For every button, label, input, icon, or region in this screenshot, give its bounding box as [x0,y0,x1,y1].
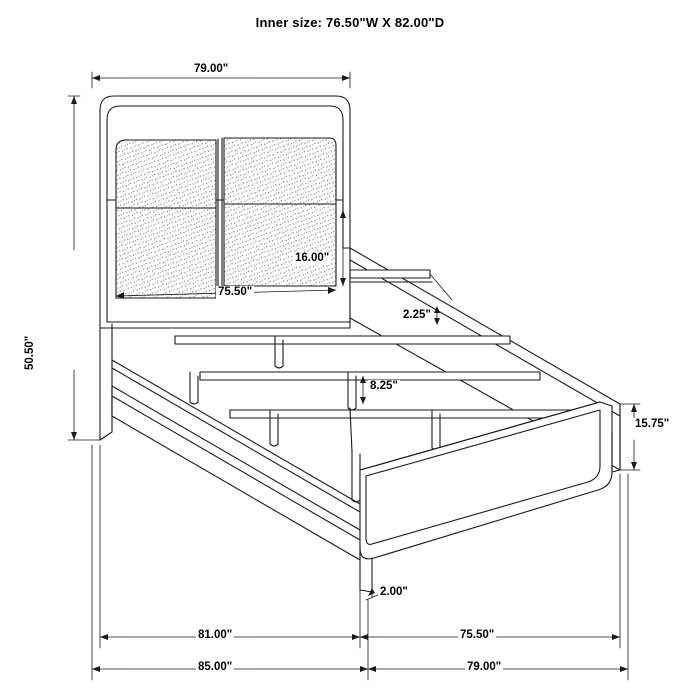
dim-label-headboard-panel-width: 75.50" [218,286,253,298]
headboard-left-foot [100,432,112,440]
dim-label-slat-height: 8.25" [370,380,398,392]
arrow-foot-bottom [631,462,637,470]
dim-label-overall-right: 79.00" [467,661,502,673]
dim-label-foot-rail: 2.00" [380,586,408,598]
head-cross-rail [350,270,430,278]
arrow-height-bottom [71,432,77,440]
page-title: Inner size: 76.50"W X 82.00"D [255,15,445,30]
dim-label-overall-left: 85.00" [198,661,233,673]
arrow-side-left-b [352,634,360,640]
dim-label-footboard-height: 15.75" [635,418,670,430]
slat-leg-1 [190,372,198,404]
dim-label-side-right: 75.50" [460,629,495,641]
headboard-panel-upper-right [224,138,336,204]
arrow-overall-left-b [360,666,368,672]
slat-3 [230,410,575,418]
headboard-panel-upper-left [116,140,216,208]
headboard-panel-right [224,204,336,286]
arrow-side-left-a [100,634,108,640]
dim-label-total-height: 50.50" [24,335,36,370]
footboard-right-joint [612,470,620,472]
dim-label-rail-thickness: 2.25" [403,309,431,321]
dim-label-headboard-panel-height: 16.00" [295,252,330,264]
dim-label-top-width: 79.00" [194,63,229,75]
slat-leg-5 [352,450,360,502]
arrow-top-right [342,75,350,81]
headboard-panel-left [116,208,216,298]
arrow-overall-left-a [92,666,100,672]
arrow-side-right-b [612,634,620,640]
arrow-overall-right-a [368,666,376,672]
arrow-slat-bottom [360,397,366,404]
arrow-side-right-a [360,634,368,640]
arrow-height-top [71,96,77,104]
dim-label-side-left: 81.00" [198,629,233,641]
slat-1 [175,336,510,344]
slat-2 [200,372,540,380]
arrow-overall-right-b [620,666,628,672]
arrow-foot-top [631,404,637,412]
arrow-top-left [92,75,100,81]
